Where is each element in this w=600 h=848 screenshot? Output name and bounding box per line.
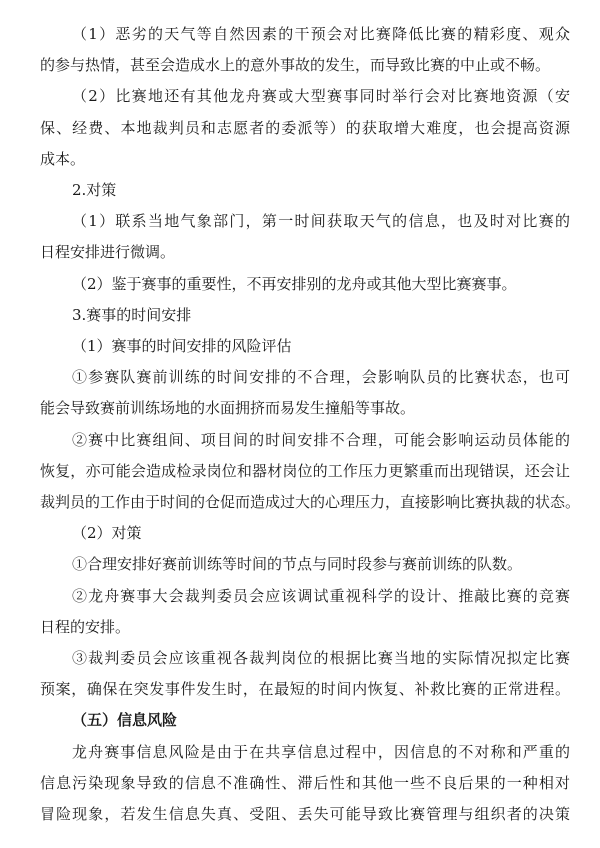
paragraph-line: （1）联系当地气象部门，第一时间获取天气的信息，也及时对比赛的 (72, 212, 570, 230)
paragraph-line: 日程安排进行微调。 (40, 243, 176, 261)
section-heading: 2.对策 (72, 181, 117, 199)
paragraph-line: 龙舟赛事信息风险是由于在共享信息过程中，因信息的不对称和严重的 (72, 743, 570, 761)
section-heading: 3.赛事的时间安排 (72, 306, 192, 324)
paragraph-line: ①参赛队赛前训练的时间安排的不合理，会影响队员的比赛状态，也可 (72, 368, 570, 386)
paragraph-line: 能会导致赛前训练场地的水面拥挤而易发生撞船等事故。 (40, 399, 416, 417)
paragraph-line: 冒险现象，若发生信息失真、受阻、丢失可能导致比赛管理与组织者的决策 (40, 805, 570, 823)
paragraph-line: 的参与热情，甚至会造成水上的意外事故的发生，而导致比赛的中止或不畅。 (40, 56, 551, 74)
paragraph-line: 成本。 (40, 150, 86, 168)
paragraph-line: 预案，确保在突发事件发生时，在最短的时间内恢复、补救比赛的正常进程。 (40, 680, 570, 698)
paragraph-line: ②赛中比赛组间、项目间的时间安排不合理，可能会影响运动员体能的 (72, 431, 570, 449)
paragraph-line: ①合理安排好赛前训练等时间的节点与同时段参与赛前训练的队数。 (72, 555, 523, 573)
paragraph-line: 裁判员的工作由于时间的仓促而造成过大的心理压力，直接影响比赛执裁的状态。 (40, 493, 581, 511)
paragraph-line: 信息污染现象导致的信息不准确性、滞后性和其他一些不良后果的一种相对 (40, 774, 570, 792)
subsection-heading: （1）赛事的时间安排的风险评估 (72, 337, 292, 355)
paragraph-line: 日程的安排。 (40, 618, 131, 636)
paragraph-line: （1）恶劣的天气等自然因素的干预会对比赛降低比赛的精彩度、观众 (72, 25, 570, 43)
paragraph-line: 恢复，亦可能会造成检录岗位和器材岗位的工作压力更繁重而出现错误，还会让 (40, 462, 570, 480)
section-heading-bold: （五）信息风险 (72, 711, 178, 729)
paragraph-line: （2）比赛地还有其他龙舟赛或大型赛事同时举行会对比赛地资源（安 (72, 87, 570, 105)
paragraph-line: 保、经费、本地裁判员和志愿者的委派等）的获取增大难度，也会提高资源 (40, 119, 570, 137)
paragraph-line: （2）鉴于赛事的重要性，不再安排别的龙舟或其他大型比赛赛事。 (72, 275, 517, 293)
paragraph-line: ②龙舟赛事大会裁判委员会应该调试重视科学的设计、推敲比赛的竞赛 (72, 587, 570, 605)
subsection-heading: （2）对策 (72, 524, 142, 542)
paragraph-line: ③裁判委员会应该重视各裁判岗位的根据比赛当地的实际情况拟定比赛 (72, 649, 570, 667)
